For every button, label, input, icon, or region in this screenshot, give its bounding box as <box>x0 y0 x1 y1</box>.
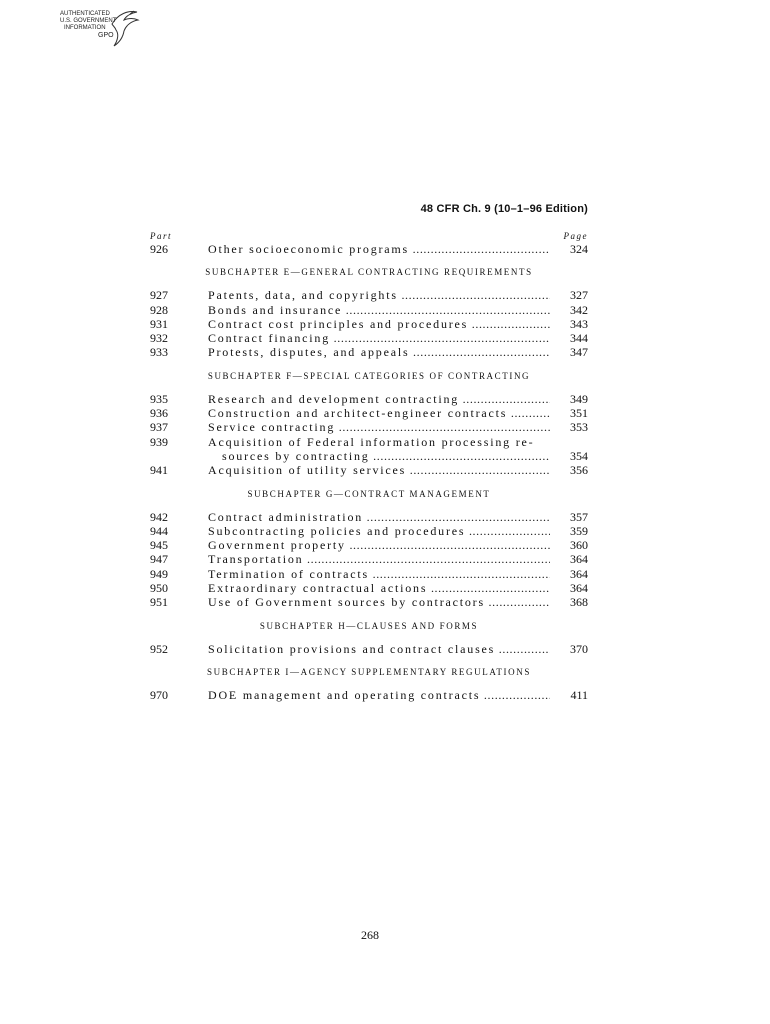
part-title: Research and development contracting ..... <box>208 392 550 406</box>
part-title: Construction and architect-engineer contracts ..... <box>208 406 550 420</box>
svg-text:AUTHENTICATED: AUTHENTICATED <box>60 11 110 17</box>
part-title: Contract cost principles and procedures ..... <box>208 317 550 331</box>
part-title: Extraordinary contractual actions ..... <box>208 581 550 595</box>
part-number: 939 <box>150 434 168 449</box>
part-number: 942 <box>150 509 168 524</box>
toc-row <box>150 317 588 331</box>
part-number: 937 <box>150 420 168 435</box>
subchapter-heading: SUBCHAPTER E—GENERAL CONTRACTING REQUIREMENTS <box>205 267 533 278</box>
table-of-contents <box>150 231 588 702</box>
page-ref: 351 <box>570 406 588 421</box>
page-ref: 342 <box>570 302 588 317</box>
svg-text:INFORMATION: INFORMATION <box>64 25 106 31</box>
toc-row <box>150 406 588 420</box>
toc-row <box>150 524 588 538</box>
subchapter-heading: SUBCHAPTER G—CONTRACT MANAGEMENT <box>247 488 491 499</box>
part-column-header: Part <box>150 231 173 241</box>
part-title: Patents, data, and copyrights ..... <box>208 288 550 302</box>
part-number: 927 <box>150 288 168 303</box>
part-number: 945 <box>150 538 168 553</box>
toc-row <box>150 567 588 581</box>
part-number: 949 <box>150 566 168 581</box>
page-ref: 353 <box>570 420 588 435</box>
part-title: Contract administration ..... <box>208 510 550 524</box>
part-title <box>208 435 550 464</box>
toc-row <box>150 642 588 656</box>
part-title: DOE management and operating contracts ..... <box>208 688 550 702</box>
gpo-authentication-seal <box>58 6 142 48</box>
page-ref: 357 <box>570 509 588 524</box>
part-number: 936 <box>150 406 168 421</box>
column-headers <box>150 231 588 242</box>
page-ref: 368 <box>570 595 588 610</box>
part-number: 947 <box>150 552 168 567</box>
page-number: 268 <box>361 928 379 942</box>
svg-text:GPO: GPO <box>98 32 114 39</box>
toc-row <box>150 345 588 359</box>
part-number: 928 <box>150 302 168 317</box>
page-ref: 364 <box>570 566 588 581</box>
part-number: 931 <box>150 316 168 331</box>
page-ref: 411 <box>570 687 588 702</box>
toc-row <box>150 303 588 317</box>
subchapter-heading: SUBCHAPTER H—CLAUSES AND FORMS <box>259 620 479 631</box>
part-number: 950 <box>150 581 168 596</box>
page-ref: 359 <box>570 523 588 538</box>
subchapter-heading: SUBCHAPTER F—SPECIAL CATEGORIES OF CONTRACTING <box>207 370 531 381</box>
part-title: Solicitation provisions and contract clauses ..... <box>208 642 550 656</box>
page-column-header: Page <box>563 231 588 241</box>
page-ref: 349 <box>570 391 588 406</box>
toc-row <box>150 392 588 406</box>
part-number: 926 <box>150 242 168 256</box>
svg-text:U.S. GOVERNMENT: U.S. GOVERNMENT <box>60 18 117 24</box>
part-number: 933 <box>150 345 168 360</box>
toc-row <box>150 463 588 477</box>
part-title: Transportation ..... <box>208 552 550 566</box>
part-title: Government property ..... <box>208 538 550 552</box>
part-number: 932 <box>150 331 168 346</box>
toc-row <box>150 552 588 566</box>
page-ref: 347 <box>570 345 588 360</box>
toc-row <box>150 420 588 434</box>
part-number: 941 <box>150 463 168 478</box>
toc-row <box>150 331 588 345</box>
toc-row <box>150 688 588 702</box>
toc-row <box>150 242 588 256</box>
subchapter-heading: SUBCHAPTER I—AGENCY SUPPLEMENTARY REGULATIONS <box>207 666 531 677</box>
part-number: 970 <box>150 687 168 702</box>
page-ref: 343 <box>570 316 588 331</box>
page-ref: 364 <box>570 552 588 567</box>
running-head: 48 CFR Ch. 9 (10–1–96 Edition) <box>420 203 588 215</box>
part-title: Use of Government sources by contractors ..... <box>208 595 550 609</box>
part-number: 935 <box>150 391 168 406</box>
part-number: 944 <box>150 523 168 538</box>
part-number: 951 <box>150 595 168 610</box>
part-title: Contract financing ..... <box>208 331 550 345</box>
toc-row <box>150 595 588 609</box>
toc-row <box>150 288 588 302</box>
part-title: Termination of contracts ..... <box>208 567 550 581</box>
part-number: 952 <box>150 641 168 656</box>
page-ref: 370 <box>570 641 588 656</box>
part-title: Service contracting ..... <box>208 420 550 434</box>
part-title-line: Acquisition of Federal information processing re- <box>208 434 535 449</box>
page-ref: 364 <box>570 581 588 596</box>
part-title: Bonds and insurance ..... <box>208 303 550 317</box>
toc-row <box>150 435 588 464</box>
page-ref: 344 <box>570 331 588 346</box>
page-ref: 354 <box>570 448 588 463</box>
page-ref: 327 <box>570 288 588 303</box>
page-ref: 360 <box>570 538 588 553</box>
page-ref: 324 <box>570 242 588 256</box>
toc-row <box>150 538 588 552</box>
part-title: Other socioeconomic programs ..... <box>208 242 550 256</box>
toc-row <box>150 510 588 524</box>
part-title: Acquisition of utility services ..... <box>208 463 550 477</box>
part-title-continuation: sources by contracting ..... <box>208 449 550 463</box>
toc-row <box>150 581 588 595</box>
part-title: Protests, disputes, and appeals ..... <box>208 345 550 359</box>
part-title: Subcontracting policies and procedures ..... <box>208 524 550 538</box>
page-ref: 356 <box>570 463 588 478</box>
